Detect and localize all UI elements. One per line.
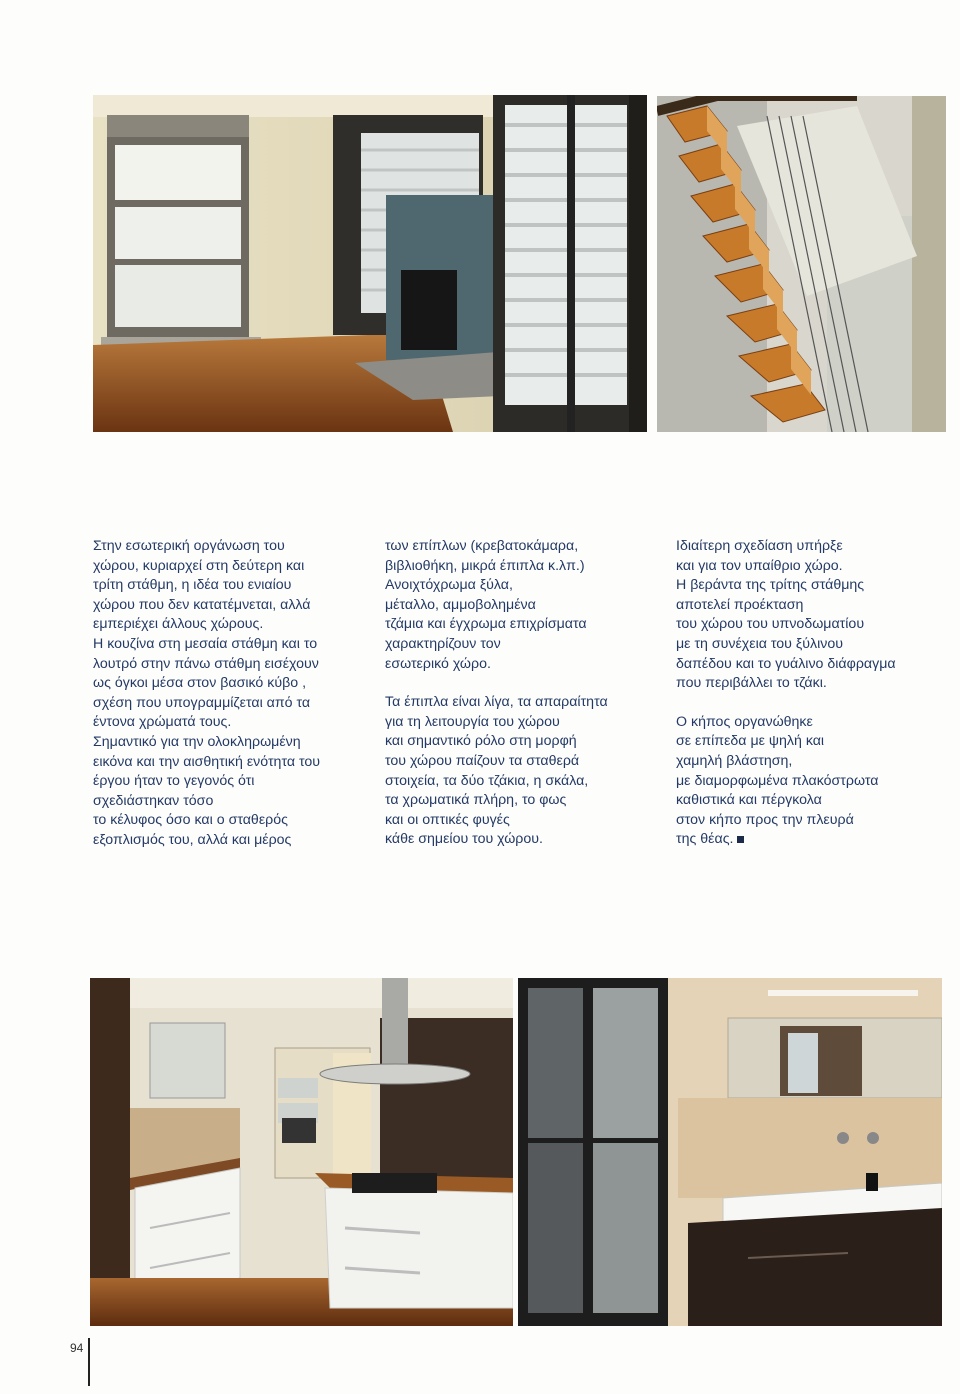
folio-rule [88, 1338, 90, 1386]
text-column-2 [385, 537, 655, 869]
page-number: 94 [70, 1341, 84, 1355]
text-column-1 [93, 537, 363, 870]
column-3-paragraph-2-text: Ο κήπος οργανώθηκε σε επίπεδα με ψηλή και χαμηλή βλάστηση, με διαμορφωμένα πλακόστρωτα καθιστικά και πέργκολα στον κήπο προς την πλευρά της θέας. [676, 713, 879, 848]
bathroom-photo [518, 978, 942, 1326]
staircase-photo [657, 96, 946, 432]
column-3-paragraph-1: Ιδιαίτερη σχεδίαση υπήρξε και για τον υπαίθριο χώρο. Η βεράντα της τρίτης στάθμης αποτελεί προέκταση του χώρου του υπνοδωματίου με τη συνέχεια του ξύλινου δαπέδου και το γυάλινο διάφραγμα που περιβάλλει το τζάκι. [676, 538, 896, 692]
column-2-paragraph-1: των επίπλων (κρεβατοκάμαρα, βιβλιοθήκη, μικρά έπιπλα κ.λπ.) Ανοιχτόχρωμα ξύλα, μέταλλο, αμμοβολημένα τζάμια και έγχρωμα επιχρίσματα χαρακτηρίζουν τον εσωτερικό χώρο. [385, 538, 587, 672]
column-3-paragraph-2 [676, 713, 938, 850]
kitchen-photo [90, 978, 513, 1326]
end-of-article-mark [737, 836, 744, 843]
column-1-paragraph: Στην εσωτερική οργάνωση του χώρου, κυριαρχεί στη δεύτερη και τρίτη στάθμη, η ιδέα του ενιαίου χώρου που δεν κατατέμνεται, αλλά εμπεριέχει άλλους χώρους. Η κουζίνα στη μεσαία στάθμη και το λουτρό στην πάνω στάθμη εισέχουν ως όγκοι μέσα στον βασικό κύβο , σχέση που υπογραμμίζεται από τα έντονα χρώματά τους. Σημαντικό για την ολοκληρωμένη εικόνα και την αισθητική ενότητα του έργου ήταν το γεγονός ότι σχεδιάστηκαν τόσο το κέλυφος όσο και ο σταθερός εξοπλισμός του, αλλά και μέρος [93, 538, 321, 848]
living-room-photo [93, 95, 647, 432]
column-2-paragraph-2: Τα έπιπλα είναι λίγα, τα απαραίτητα για τη λειτουργία του χώρου και σημαντικό ρόλο στη μορφή του χώρου παίζουν τα σταθερά στοιχεία, τα δύο τζάκια, η σκάλα, τα χρωματικά πλήρη, το φως και οι οπτικές φυγές κάθε σημείου του χώρου. [385, 694, 608, 848]
text-column-3 [676, 537, 938, 869]
